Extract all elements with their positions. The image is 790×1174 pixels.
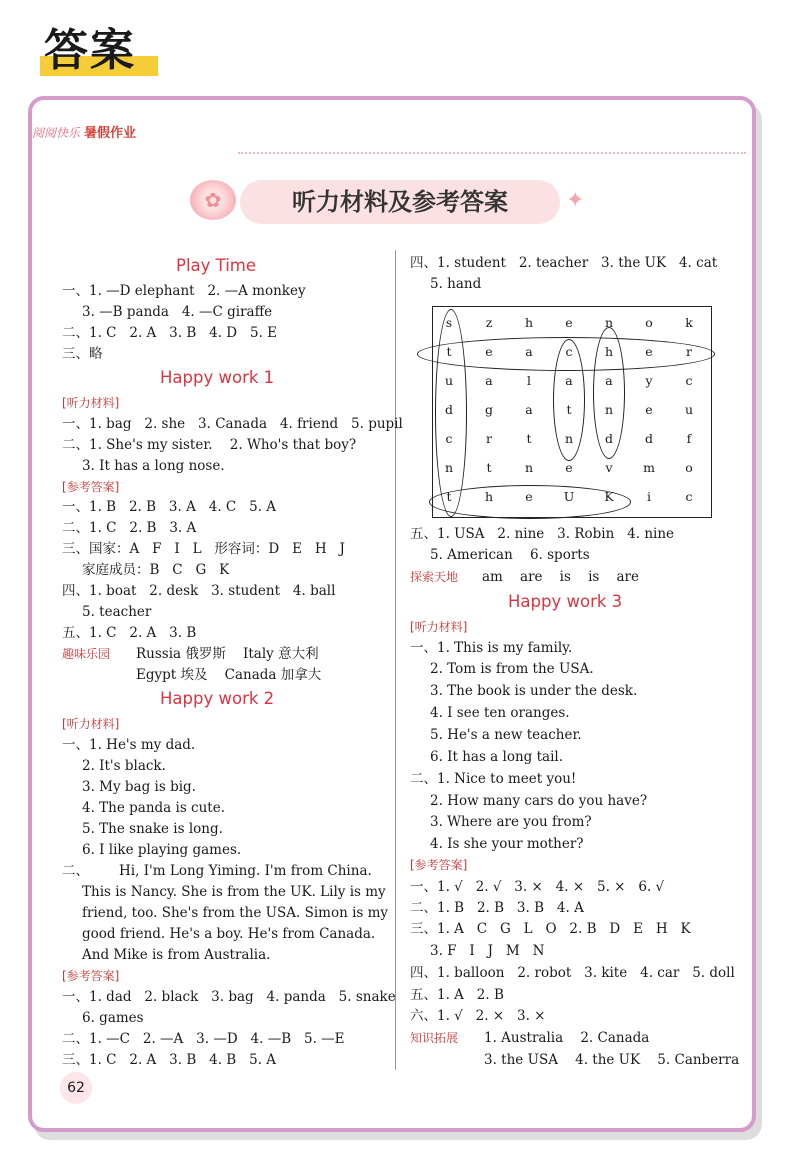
right-answer-line: 4. Is she your mother? [430, 836, 584, 852]
left-answer-line: 一、1. —D elephant 2. —A monkey [62, 283, 306, 299]
right-answer-line: 五、1. A 2. B [410, 987, 504, 1003]
left-answer-line: 5. teacher [82, 604, 152, 620]
grid-letter: e [565, 460, 573, 475]
right-answer-line: 二、1. B 2. B 3. B 4. A [410, 900, 584, 916]
word-circle [435, 309, 467, 517]
right-answer-line: 二、1. Nice to meet you! [410, 771, 577, 787]
page-number: 62 [60, 1072, 92, 1104]
left-answer-line: 一、1. B 2. B 3. A 4. C 5. A [62, 499, 277, 515]
grid-letter: d [604, 431, 613, 446]
left-answer-line: 6. I like playing games. [82, 842, 242, 858]
left-heading: Play Time [176, 256, 257, 275]
grid-letter: e [525, 489, 533, 504]
grid-letter: a [565, 373, 573, 388]
grid-letter: r [686, 344, 692, 359]
left-answer-line: 二、1. C 2. B 3. A [62, 520, 197, 536]
grid-letter: l [527, 373, 531, 388]
header-dotted-rule [238, 152, 746, 154]
grid-letter: g [484, 402, 493, 417]
grid-letter: e [485, 344, 493, 359]
grid-letter: n [604, 402, 614, 417]
left-answer-line: Russia 俄罗斯 Italy 意大利 [136, 646, 319, 662]
grid-letter: r [486, 431, 492, 446]
grid-letter: a [525, 402, 533, 417]
grid-letter: c [565, 344, 573, 359]
left-answer-line: 3. It has a long nose. [82, 458, 225, 474]
grid-letter: d [444, 402, 453, 417]
left-answer-line: This is Nancy. She is from the UK. Lily is my [82, 884, 386, 900]
grid-letter: z [485, 315, 493, 330]
grid-letter: a [485, 373, 493, 388]
banner-title: 听力材料及参考答案 [240, 180, 560, 224]
left-answer-line: 二、 Hi, I'm Long Yiming. I'm from China. [62, 863, 372, 879]
grid-letter: n [604, 315, 614, 330]
right-answer-line: 5. He's a new teacher. [430, 727, 582, 743]
left-answer-line: 二、1. She's my sister. 2. Who's that boy? [62, 437, 357, 453]
right-answer-line: 一、1. √ 2. √ 3. × 4. × 5. × 6. √ [410, 879, 665, 895]
grid-letter: n [524, 460, 534, 475]
left-section-tag: [听力材料] [62, 717, 120, 731]
right-answer-line: 一、1. This is my family. [410, 640, 573, 656]
right-answer-line: 四、1. student 2. teacher 3. the UK 4. cat [410, 255, 718, 271]
left-answer-line: 一、1. He's my dad. [62, 737, 196, 753]
grid-letter: t [526, 431, 532, 446]
right-section-tag: [听力材料] [410, 620, 468, 634]
left-heading: Happy work 2 [160, 689, 275, 708]
right-section-tag: 知识拓展 [410, 1031, 459, 1045]
grid-letter: n [444, 460, 454, 475]
left-answer-line: 4. The panda is cute. [82, 800, 226, 816]
left-answer-line: friend, too. She's from the USA. Simon is my [82, 905, 389, 921]
grid-letter: f [686, 431, 692, 446]
word-search-grid [432, 306, 712, 518]
left-answer-line: 6. games [82, 1010, 144, 1026]
grid-letter: s [445, 315, 453, 330]
right-answer-line: 5. hand [430, 276, 482, 292]
left-section-tag: [参考答案] [62, 969, 120, 983]
grid-letter: v [605, 460, 613, 475]
grid-letter: t [566, 402, 572, 417]
grid-letter: a [525, 344, 533, 359]
grid-letter: y [645, 373, 653, 388]
left-section-tag: [听力材料] [62, 396, 120, 410]
grid-letter: o [645, 315, 653, 330]
left-answer-line: 三、略 [62, 346, 103, 362]
right-answer-line: 5. American 6. sports [430, 547, 590, 563]
grid-letter: n [564, 431, 574, 446]
left-answer-line: 五、1. C 2. A 3. B [62, 625, 197, 641]
left-answer-line: And Mike is from Australia. [82, 947, 271, 963]
left-answer-line: 2. It's black. [82, 758, 166, 774]
brand-script: 阅阅快乐 [32, 126, 81, 140]
right-answer-line: 2. How many cars do you have? [430, 793, 648, 809]
grid-letter: t [486, 460, 492, 475]
grid-letter: c [685, 373, 693, 388]
right-answer-line: 四、1. balloon 2. robot 3. kite 4. car 5. doll [410, 965, 735, 981]
word-circle [593, 327, 625, 459]
grid-letter: h [604, 344, 614, 359]
left-answer-line: 一、1. dad 2. black 3. bag 4. panda 5. snake [62, 989, 396, 1005]
left-answer-line: 5. The snake is long. [82, 821, 223, 837]
column-divider [395, 250, 396, 1070]
flower-icon: ✿ [190, 180, 236, 220]
right-answer-line: 1. Australia 2. Canada [484, 1030, 650, 1046]
right-answer-line: 6. It has a long tail. [430, 749, 563, 765]
word-circle [553, 339, 585, 461]
grid-letter: h [524, 315, 534, 330]
right-answer-line: 3. Where are you from? [430, 814, 592, 830]
right-section-tag: [参考答案] [410, 858, 468, 872]
right-answer-line: 3. the USA 4. the UK 5. Canberra [484, 1052, 740, 1068]
left-heading: Happy work 1 [160, 368, 275, 387]
grid-letter: K [604, 489, 614, 504]
left-answer-line: 3. —B panda 4. —C giraffe [82, 304, 273, 320]
right-answer-line: 三、1. A C G L O 2. B D E H K [410, 921, 691, 937]
grid-letter: e [645, 402, 653, 417]
left-answer-line: 四、1. boat 2. desk 3. student 4. ball [62, 583, 336, 599]
left-answer-line: 3. My bag is big. [82, 779, 196, 795]
brand-label: 暑假作业 [84, 126, 137, 141]
left-answer-line: 二、1. C 2. A 3. B 4. D 5. E [62, 325, 278, 341]
left-answer-line: 一、1. bag 2. she 3. Canada 4. friend 5. pupil [62, 416, 403, 432]
page-title: 答案 [44, 25, 136, 76]
grid-letter: e [565, 315, 573, 330]
left-answer-line: 二、1. —C 2. —A 3. —D 4. —B 5. —E [62, 1031, 345, 1047]
left-answer-line: 三、国家：A F I L 形容词：D E H J [62, 541, 345, 557]
left-answer-line: 三、1. C 2. A 3. B 4. B 5. A [62, 1052, 277, 1068]
brand-logo [32, 122, 136, 141]
grid-letter: d [644, 431, 653, 446]
grid-letter: h [484, 489, 494, 504]
grid-letter: m [643, 460, 655, 475]
left-answer-line: 家庭成员：B C G K [82, 562, 230, 578]
right-answer-line: 3. F I J M N [430, 943, 545, 959]
grid-letter: u [684, 402, 694, 417]
left-answer-line: good friend. He's a boy. He's from Canada. [82, 926, 376, 942]
grid-letter: c [685, 489, 693, 504]
grid-letter: c [445, 431, 453, 446]
right-answer-line: 4. I see ten oranges. [430, 705, 570, 721]
right-answer-line: 六、1. √ 2. × 3. × [410, 1008, 546, 1024]
grid-letter: o [685, 460, 693, 475]
left-section-tag: 趣味乐园 [62, 647, 111, 661]
left-answer-line: Egypt 埃及 Canada 加拿大 [136, 667, 322, 683]
right-answer-line: 2. Tom is from the USA. [430, 661, 594, 677]
grid-letter: e [645, 344, 653, 359]
grid-letter: t [446, 344, 452, 359]
sparkle-icon: ✦ [566, 188, 585, 213]
right-answer-line: 五、1. USA 2. nine 3. Robin 4. nine [410, 526, 675, 542]
grid-letter: t [446, 489, 452, 504]
grid-letter: i [647, 489, 651, 504]
left-section-tag: [参考答案] [62, 480, 120, 494]
right-answer-line: 3. The book is under the desk. [430, 683, 638, 699]
right-answer-line: am are is is are [482, 569, 639, 585]
grid-letter: k [685, 315, 693, 330]
grid-letter: a [605, 373, 613, 388]
grid-letter: U [563, 489, 575, 504]
grid-letter: u [444, 373, 454, 388]
right-section-tag: 探索天地 [410, 570, 459, 584]
right-heading: Happy work 3 [508, 592, 623, 611]
